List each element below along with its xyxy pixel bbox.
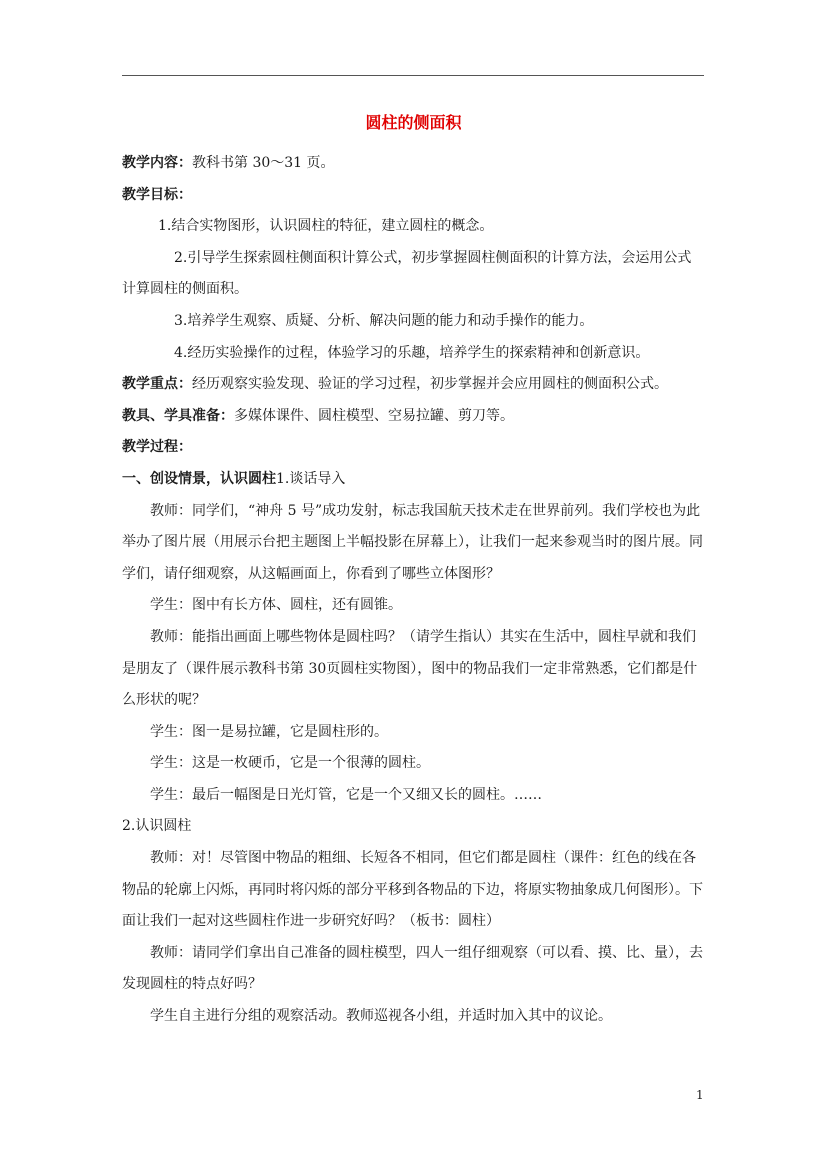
goal-item: 4.经历实验操作的过程，体验学习的乐趣，培养学生的探索精神和创新意识。 [174, 344, 650, 361]
teaching-goals-label: 教学目标： [122, 186, 192, 203]
dialogue-paragraph: 学生：图一是易拉罐，它是圆柱形的。 [150, 723, 388, 740]
goal-item: 2.引导学生探索圆柱侧面积计算公式，初步掌握圆柱侧面积的计算方法，会运用公式计算圆柱的侧面积。 [122, 249, 692, 298]
header-rule [122, 75, 704, 76]
teaching-key [122, 369, 704, 401]
teaching-process-label: 教学过程： [122, 439, 192, 456]
teaching-tools-text: 多媒体课件、圆柱模型、空易拉罐、剪刀等。 [234, 407, 514, 424]
page-number: 1 [696, 1088, 704, 1102]
document-title: 圆柱的侧面积 [365, 113, 462, 132]
teaching-content-text: 教科书第 30～31 页。 [192, 155, 335, 171]
dialogue-paragraph: 学生自主进行分组的观察活动。教师巡视各小组，并适时加入其中的议论。 [150, 1008, 612, 1025]
teaching-content [122, 148, 704, 180]
dialogue-paragraph: 学生：最后一幅图是日光灯管，它是一个又细又长的圆柱。…… [150, 786, 542, 803]
teaching-tools [122, 401, 704, 433]
section-1-label: 一、创设情景，认识圆柱 [122, 470, 276, 487]
goal-item: 3.培养学生观察、质疑、分析、解决问题的能力和动手操作的能力。 [174, 312, 594, 329]
dialogue-paragraph: 学生：这是一枚硬币，它是一个很薄的圆柱。 [150, 755, 430, 772]
teaching-key-text: 经历观察实验发现、验证的学习过程，初步掌握并会应用圆柱的侧面积公式。 [192, 376, 668, 393]
teaching-goals-heading [122, 180, 704, 212]
dialogue-paragraph: 教师：请同学们拿出自己准备的圆柱模型，四人一组仔细观察（可以看、摸、比、量），去发现圆柱的特点好吗？ [122, 944, 703, 993]
goal-item: 1.结合实物图形，认识圆柱的特征，建立圆柱的概念。 [158, 218, 494, 235]
teaching-process-heading [122, 432, 704, 464]
dialogue-paragraph: 教师：能指出画面上哪些物体是圆柱吗？（请学生指认）其实在生活中，圆柱早就和我们是朋友了（课件展示教科书第 30页圆柱实物图），图中的物品我们一定非常熟悉，它们都是什么形状的呢？ [122, 628, 698, 709]
teaching-key-label: 教学重点： [122, 376, 192, 393]
dialogue-paragraph: 教师：对！尽管图中物品的粗细、长短各不相同，但它们都是圆柱（课件：红色的线在各物品的轮廓上闪烁，再同时将闪烁的部分平移到各物品的下边，将原实物抽象成几何图形）。下面让我们一起对这些圆柱作进一步研究好吗？（板书：圆柱） [122, 850, 703, 930]
document-body [122, 148, 704, 1033]
section-2-heading: 2.认识圆柱 [122, 818, 192, 835]
section-1-sub: 1.谈话导入 [276, 470, 346, 487]
teaching-tools-label: 教具、学具准备： [122, 407, 234, 424]
section-1-heading [122, 464, 704, 496]
dialogue-paragraph: 教师：同学们，“神舟 5 号”成功发射，标志我国航天技术走在世界前列。我们学校也为此举办了图片展（用展示台把主题图上半幅投影在屏幕上），让我们一起来参观当时的图片展。同学们，请仔细观察，从这幅画面上，你看到了哪些立体图形？ [122, 502, 703, 582]
dialogue-paragraph: 学生：图中有长方体、圆柱，还有圆锥。 [150, 597, 402, 614]
teaching-content-label: 教学内容： [122, 155, 192, 171]
